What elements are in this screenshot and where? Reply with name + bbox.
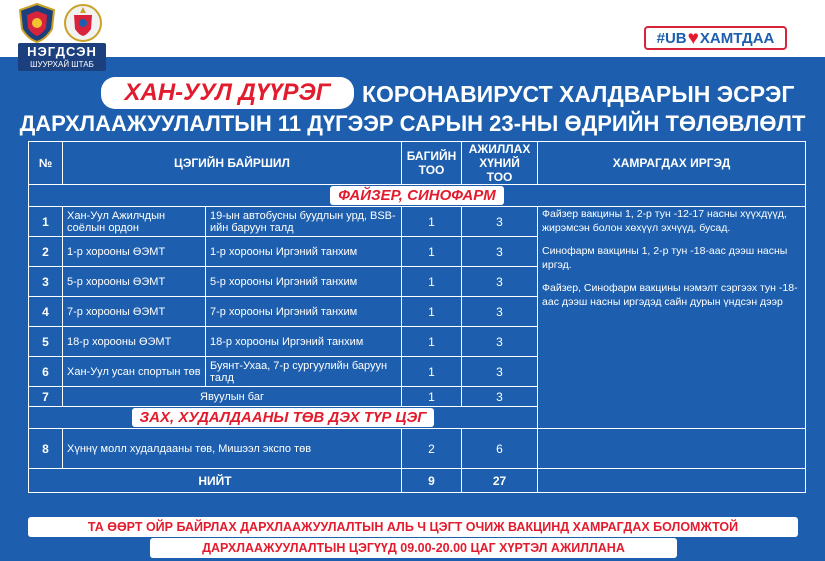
row-number: 1 xyxy=(29,207,63,237)
total-label: НИЙТ xyxy=(29,469,402,493)
footer-notice: ТА ӨӨРТ ОЙР БАЙРЛАХ ДАРХЛААЖУУЛАЛТЫН АЛЬ Ч ЦЭГТ ОЧИЖ ВАКЦИНД ХАМРАГДАХ БОЛОМЖТОЙ xyxy=(28,517,798,537)
row-detail: 5-р хорооны Иргэний танхим xyxy=(206,267,402,297)
row-number: 7 xyxy=(29,387,63,407)
title-subtitle: ДАРХЛААЖУУЛАЛТЫН 11 ДҮГЭЭР САРЫН 23-НЫ ӨДРИЙН ТӨЛӨВЛӨЛТ xyxy=(19,111,806,136)
target-groups xyxy=(538,207,806,429)
row-staff: 6 xyxy=(462,429,538,469)
header-location: ЦЭГИЙН БАЙРШИЛ xyxy=(63,142,402,185)
row-detail: 1-р хорооны Иргэний танхим xyxy=(206,237,402,267)
row-staff: 3 xyxy=(462,327,538,357)
row-number: 5 xyxy=(29,327,63,357)
row-staff: 3 xyxy=(462,237,538,267)
row-detail: Буянт-Ухаа, 7-р сургуулийн баруун талд xyxy=(206,357,402,387)
row-place: Явуулын баг xyxy=(63,387,402,407)
target-sinopharm: Синофарм вакцины 1, 2-р тун -18-аас дээш насны иргэд. xyxy=(542,245,788,271)
coat-of-arms-icon xyxy=(62,3,104,43)
row-teams: 2 xyxy=(402,429,462,469)
emergency-emblem-icon xyxy=(16,3,58,43)
target-empty-cell xyxy=(538,429,806,469)
total-staff: 27 xyxy=(462,469,538,493)
header-staff: АЖИЛЛАХ ХҮНИЙ ТОО xyxy=(462,142,538,185)
total-teams: 9 xyxy=(402,469,462,493)
row-detail: 18-р хорооны Иргэний танхим xyxy=(206,327,402,357)
row-staff: 3 xyxy=(462,267,538,297)
row-detail: 7-р хорооны Иргэний танхим xyxy=(206,297,402,327)
vaccination-plan-table xyxy=(28,141,806,493)
row-place: Хан-Уул Ажилчдын соёлын ордон xyxy=(63,207,206,237)
header-teams: БАГИЙН ТОО xyxy=(402,142,462,185)
row-place: Хан-Уул усан спортын төв xyxy=(63,357,206,387)
logo-name: НЭГДСЭН xyxy=(27,44,97,59)
section-row xyxy=(29,185,806,207)
hashtag-suffix: ХАМТДАА xyxy=(699,29,775,47)
row-teams: 1 xyxy=(402,387,462,407)
section-title-pfizer-sinopharm: ФАЙЗЕР, СИНОФАРМ xyxy=(330,186,503,205)
row-teams: 1 xyxy=(402,297,462,327)
header-target: ХАМРАГДАХ ИРГЭД xyxy=(538,142,806,185)
row-place: 1-р хорооны ӨЭМТ xyxy=(63,237,206,267)
section-title-market-temp-point: ЗАХ, ХУДАЛДААНЫ ТӨВ ДЭХ ТҮР ЦЭГ xyxy=(132,408,435,427)
table-header-row xyxy=(29,142,806,185)
row-teams: 1 xyxy=(402,207,462,237)
heart-icon: ♥ xyxy=(687,27,699,49)
row-teams: 1 xyxy=(402,357,462,387)
row-teams: 1 xyxy=(402,327,462,357)
target-pfizer: Файзер вакцины 1, 2-р тун -12-17 насны хүүхдүүд, жирэмсэн болон хөхүүл эхчүүд, бусад. xyxy=(542,208,787,234)
row-staff: 3 xyxy=(462,207,538,237)
hashtag-badge xyxy=(644,26,787,50)
row-place: 18-р хорооны ӨЭМТ xyxy=(63,327,206,357)
row-staff: 3 xyxy=(462,387,538,407)
row-staff: 3 xyxy=(462,297,538,327)
hashtag-prefix: #UB xyxy=(656,29,687,47)
target-booster: Файзер, Синофарм вакцины нэмэлт сэргээх тун -18-аас дээш насны иргэдэд сайн дурын үндсэн дээр xyxy=(542,282,798,308)
row-staff: 3 xyxy=(462,357,538,387)
row-teams: 1 xyxy=(402,267,462,297)
row-number: 4 xyxy=(29,297,63,327)
title-main: КОРОНАВИРУСТ ХАЛДВАРЫН ЭСРЭГ xyxy=(362,81,795,107)
footer-hours: ДАРХЛААЖУУЛАЛТЫН ЦЭГҮҮД 09.00-20.00 ЦАГ ХҮРТЭЛ АЖИЛЛАНА xyxy=(150,538,677,558)
table-row xyxy=(29,207,806,237)
row-teams: 1 xyxy=(402,237,462,267)
district-title: ХАН-УУЛ ДҮҮРЭГ xyxy=(101,77,354,109)
row-number: 2 xyxy=(29,237,63,267)
total-empty-cell xyxy=(538,469,806,493)
row-detail: 19-ын автобусны буудлын урд, BSB-ийн баруун талд xyxy=(206,207,402,237)
total-row xyxy=(29,469,806,493)
row-number: 8 xyxy=(29,429,63,469)
table-row xyxy=(29,429,806,469)
logo-subtitle: ШУУРХАЙ ШТАБ xyxy=(30,60,94,69)
row-number: 3 xyxy=(29,267,63,297)
row-place: 5-р хорооны ӨЭМТ xyxy=(63,267,206,297)
row-place: Хүннү молл худалдааны төв, Мишээл экспо төв xyxy=(63,429,402,469)
header-num: № xyxy=(29,142,63,185)
row-place: 7-р хорооны ӨЭМТ xyxy=(63,297,206,327)
row-number: 6 xyxy=(29,357,63,387)
